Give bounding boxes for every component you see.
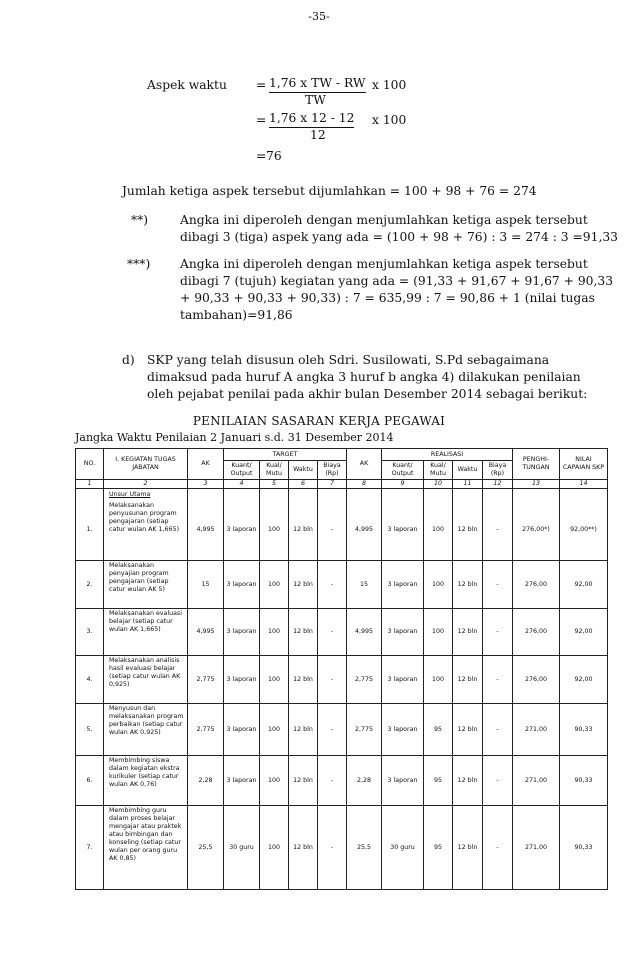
cell-ak: 2,28 [188,756,224,806]
cell-r-b: - [483,806,513,890]
column-number: 3 [188,480,224,489]
header-time: Waktu [289,461,318,480]
cell-r-b: - [483,656,513,704]
column-number: 11 [453,480,483,489]
cell-t-q: 3 laporan [224,704,260,756]
cell-score: 90,33 [560,806,608,890]
header-no: NO. [76,449,104,480]
cell-r-q: 3 laporan [382,501,424,561]
table-row [76,609,608,656]
cell-r-ak: 15 [347,561,382,609]
cell-r-b: - [483,501,513,561]
cell-ak: 15 [188,561,224,609]
cell-score: 92,00 [560,656,608,704]
skp-table [75,448,608,890]
formula-multiplier: x 100 [372,113,407,127]
cell-r-m: 95 [424,806,453,890]
header-score: NILAI CAPAIAN SKP [560,449,608,480]
equals-sign: = [256,78,267,92]
column-number: 1 [76,480,104,489]
formula-result: 76 [266,149,282,163]
cell-t-b: - [318,806,347,890]
column-number: 14 [560,480,608,489]
cell-t-w: 12 bln [289,501,318,561]
note-line: tambahan)=91,86 [180,308,293,322]
column-number: 4 [224,480,260,489]
item-d-line: SKP yang telah disusun oleh Sdri. Susilowati, S.Pd sebagaimana [147,353,550,367]
item-d-line: oleh pejabat penilai pada akhir bulan Desember 2014 sebagai berikut: [147,387,588,401]
note-line: dibagi 7 (tujuh) kegiatan yang ada = (91,33 + 91,67 + 91,67 + 90,33 [180,274,614,288]
cell-no: 3. [76,609,104,656]
cell-r-b: - [483,756,513,806]
assessment-period: Jangka Waktu Penilaian 2 Januari s.d. 31 Desember 2014 [75,431,394,444]
cell-t-b: - [318,561,347,609]
cell-r-q: 3 laporan [382,561,424,609]
cell-t-w: 12 bln [289,704,318,756]
note-marker: **) [131,213,149,227]
cell-r-ak: 4,995 [347,501,382,561]
cell-t-m: 100 [260,561,289,609]
cell-calc: 276,00*) [513,501,560,561]
cell-t-m: 100 [260,609,289,656]
cell-r-w: 12 bln [453,704,483,756]
header-ak: AK [188,449,224,480]
cell-ak: 4,995 [188,609,224,656]
cell-r-b: - [483,609,513,656]
table-title: PENILAIAN SASARAN KERJA PEGAWAI [192,414,446,428]
cell-t-b: - [318,609,347,656]
cell-r-m: 95 [424,704,453,756]
cell-t-q: 3 laporan [224,561,260,609]
cell-r-q: 30 guru [382,806,424,890]
cell-calc: 271,00 [513,756,560,806]
note-line: + 90,33 + 90,33 + 90,33) : 7 = 635,99 : 7 = 90,86 + 1 (nilai tugas [180,291,595,305]
cell-t-m: 100 [260,756,289,806]
table-row [76,806,608,890]
note-line: Angka ini diperoleh dengan menjumlahkan ketiga aspek tersebut [180,257,588,271]
cell-t-m: 100 [260,501,289,561]
cell-no: 2. [76,561,104,609]
cell-t-m: 100 [260,656,289,704]
cell-no: 1. [76,501,104,561]
cell-r-b: - [483,561,513,609]
cell-r-m: 100 [424,609,453,656]
cell-r-m: 100 [424,656,453,704]
cell-r-m: 100 [424,561,453,609]
cell-act: Menyusun dan melaksanakan program perbaikan (setiap catur wulan AK 0,925) [104,704,188,756]
item-d-marker: d) [122,353,135,367]
cell-t-w: 12 bln [289,609,318,656]
cell-t-q: 3 laporan [224,501,260,561]
note-line: dibagi 3 (tiga) aspek yang ada = (100 + 98 + 76) : 3 = 274 : 3 =91,33 [180,230,618,244]
column-number: 6 [289,480,318,489]
cell-no: 4. [76,656,104,704]
cell-ak: 25,5 [188,806,224,890]
cell-r-ak: 4,995 [347,609,382,656]
cell-r-w: 12 bln [453,656,483,704]
cell-act: Melaksanakan penyusunan program pengajaran (setiap catur wulan AK 1,665) [104,501,188,561]
cell-t-q: 3 laporan [224,756,260,806]
header-quality: Kual/ Mutu [260,461,289,480]
table-row [76,561,608,609]
cell-t-q: 3 laporan [224,656,260,704]
cell-r-ak: 2,775 [347,656,382,704]
cell-t-b: - [318,756,347,806]
cell-act: Membimbing guru dalam proses belajar mengajar atau praktek atau bimbingan dan konseling (setiap catur wulan per orang guru AK 0,85) [104,806,188,890]
header-ak: AK [347,449,382,480]
header-quantity: Kuant/ Output [382,461,424,480]
cell-t-m: 100 [260,704,289,756]
cell-r-w: 12 bln [453,806,483,890]
cell-r-m: 95 [424,756,453,806]
cell-score: 90,33 [560,756,608,806]
table-row [76,756,608,806]
cell-r-w: 12 bln [453,756,483,806]
column-number: 5 [260,480,289,489]
cell-t-q: 30 guru [224,806,260,890]
cell-ak: 4,995 [188,501,224,561]
cell-act: Melaksanakan evaluasi belajar (setiap catur wulan AK 1,665) [104,609,188,656]
cell-t-b: - [318,704,347,756]
cell-r-ak: 2,775 [347,704,382,756]
cell-no: 5. [76,704,104,756]
cell-t-b: - [318,501,347,561]
cell-calc: 276,00 [513,609,560,656]
header-realization: REALISASI [382,449,513,461]
page-number: -35- [308,10,330,23]
formula-numerator: 1,76 x TW - RW [269,75,366,93]
equals-sign: = [256,113,267,127]
cell-no: 6. [76,756,104,806]
header-cost: Biaya (Rp) [318,461,347,480]
cell-score: 92,00 [560,561,608,609]
formula-label: Aspek waktu [147,78,227,92]
cell-r-q: 3 laporan [382,756,424,806]
header-calculation: PENGHI-TUNGAN [513,449,560,480]
header-time: Waktu [453,461,483,480]
cell-t-w: 12 bln [289,756,318,806]
cell-no: 7. [76,806,104,890]
cell-score: 90,33 [560,704,608,756]
section-label: Unsur Utama [104,489,188,501]
cell-r-q: 3 laporan [382,656,424,704]
header-activity: I. KEGIATAN TUGAS JABATAN [104,449,188,480]
column-number: 12 [483,480,513,489]
cell-r-q: 3 laporan [382,609,424,656]
cell-t-w: 12 bln [289,656,318,704]
cell-act: Membimbing siswa dalam kegiatan ekstra kurikuler (setiap catur wulan AK 0,76) [104,756,188,806]
formula-denominator: 12 [310,128,326,142]
cell-score: 92,00 [560,609,608,656]
cell-r-b: - [483,704,513,756]
cell-score: 92,00**) [560,501,608,561]
cell-r-q: 3 laporan [382,704,424,756]
column-number: 13 [513,480,560,489]
item-d-line: dimaksud pada huruf A angka 3 huruf b angka 4) dilakukan penilaian [147,370,581,384]
cell-r-w: 12 bln [453,501,483,561]
equals-sign: = [256,149,267,163]
column-number: 9 [382,480,424,489]
table-row [76,656,608,704]
column-number: 2 [104,480,188,489]
cell-r-ak: 25,5 [347,806,382,890]
cell-act: Melaksanakan penyajian program pengajaran (setiap catur wulan AK 5) [104,561,188,609]
column-number-row [76,480,608,489]
cell-t-b: - [318,656,347,704]
cell-t-q: 3 laporan [224,609,260,656]
cell-act: Melaksanakan analisis hasil evaluasi belajar (setiap catur wulan AK 0,925) [104,656,188,704]
table-row [76,501,608,561]
column-number: 10 [424,480,453,489]
cell-ak: 2,775 [188,704,224,756]
cell-calc: 276,00 [513,656,560,704]
header-quality: Kual/ Mutu [424,461,453,480]
cell-t-w: 12 bln [289,806,318,890]
column-number: 8 [347,480,382,489]
header-target: TARGET [224,449,347,461]
formula-multiplier: x 100 [372,78,407,92]
cell-calc: 276,00 [513,561,560,609]
formula-denominator: TW [305,93,326,107]
sum-sentence: Jumlah ketiga aspek tersebut dijumlahkan = 100 + 98 + 76 = 274 [122,184,537,198]
column-number: 7 [318,480,347,489]
cell-t-m: 100 [260,806,289,890]
header-quantity: Kuant/ Output [224,461,260,480]
table-row [76,704,608,756]
cell-r-w: 12 bln [453,609,483,656]
cell-r-m: 100 [424,501,453,561]
cell-calc: 271,00 [513,704,560,756]
note-marker: ***) [127,257,151,271]
cell-t-w: 12 bln [289,561,318,609]
formula-numerator: 1,76 x 12 - 12 [269,110,354,128]
cell-ak: 2,775 [188,656,224,704]
cell-r-w: 12 bln [453,561,483,609]
cell-calc: 271,00 [513,806,560,890]
cell-r-ak: 2,28 [347,756,382,806]
header-cost: Biaya (Rp) [483,461,513,480]
note-line: Angka ini diperoleh dengan menjumlahkan ketiga aspek tersebut [180,213,588,227]
